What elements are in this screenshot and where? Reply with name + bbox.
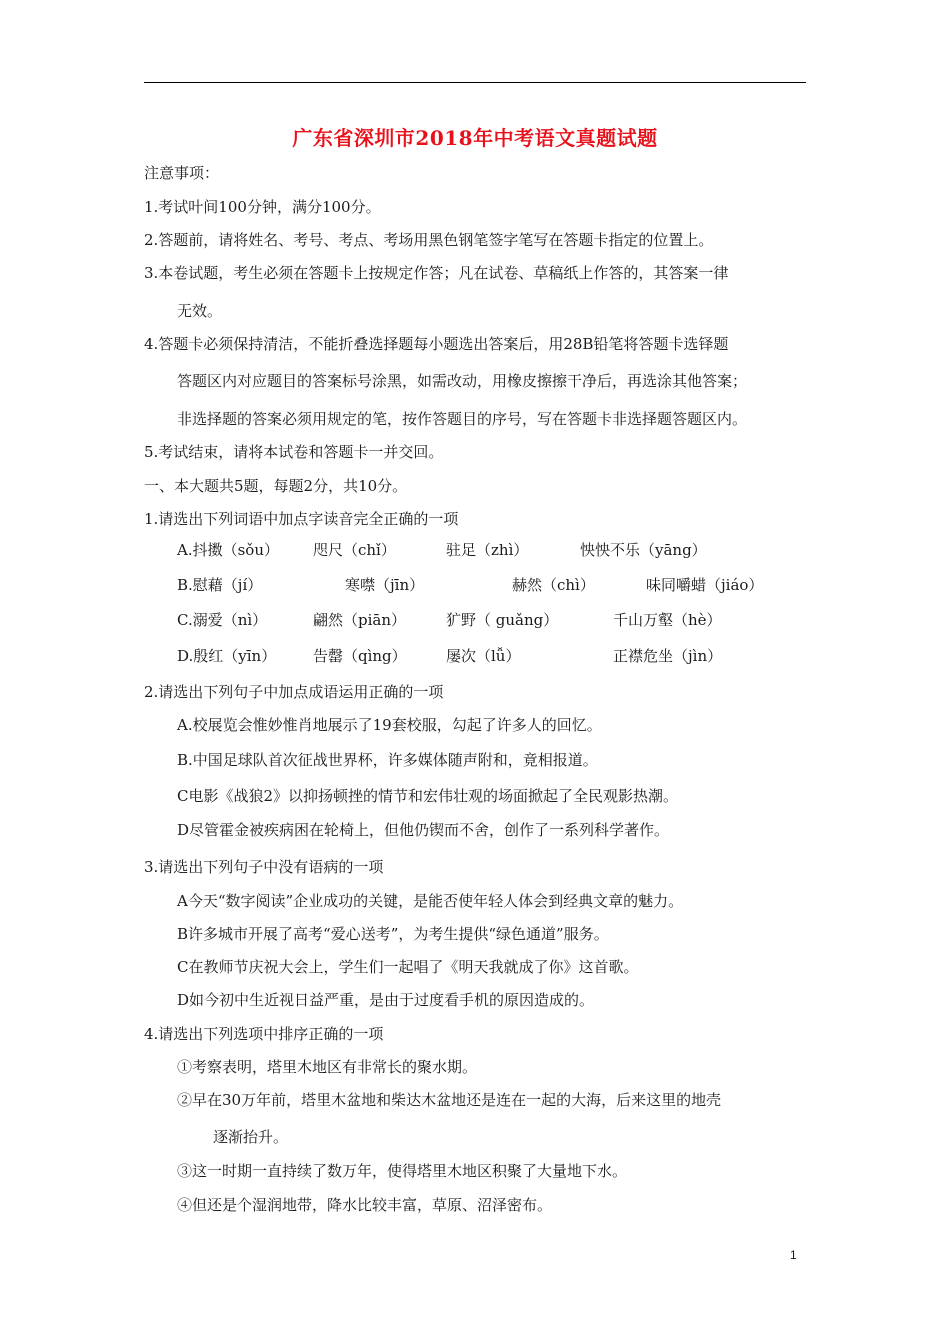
q1-option-item: B.慰藉（jí） bbox=[177, 576, 263, 594]
question-4-stem: 4.请选出下列选项中排序正确的一项 bbox=[144, 1025, 384, 1043]
q1-option-item: 怏怏不乐（yāng） bbox=[580, 541, 707, 559]
q1-option-row bbox=[0, 610, 950, 630]
q3-option: C在教师节庆祝大会上，学生们一起唱了《明天我就成了你》这首歌。 bbox=[177, 958, 639, 976]
q1-option-row bbox=[0, 646, 950, 666]
q1-option-item: 赫然（chì） bbox=[512, 576, 595, 594]
q1-option-item: A.抖擞（sǒu） bbox=[177, 541, 279, 559]
header-rule bbox=[144, 82, 806, 83]
q1-option-item: C.溺爱（nì） bbox=[177, 611, 268, 629]
q1-option-item: 味同嚼蜡（jiáo） bbox=[646, 576, 764, 594]
q3-option: A今天“数字阅读”企业成功的关键，是能否使年轻人体会到经典文章的魅力。 bbox=[177, 892, 684, 910]
q1-option-item: 正襟危坐（jìn） bbox=[613, 647, 723, 665]
q1-option-row bbox=[0, 575, 950, 595]
q1-option-item: 咫尺（chǐ） bbox=[313, 541, 396, 559]
q4-item: ④但还是个湿润地带，降水比较丰富，草原、沼泽密布。 bbox=[177, 1196, 553, 1214]
notice-item: 2.答题前，请将姓名、考号、考点、考场用黑色钢笔签字笔写在答题卡指定的位置上。 bbox=[144, 231, 714, 249]
question-3-stem: 3.请选出下列句子中没有语病的一项 bbox=[144, 858, 384, 876]
q1-option-row bbox=[0, 540, 950, 560]
q4-item: ①考察表明，塔里木地区有非常长的聚水期。 bbox=[177, 1058, 478, 1076]
q1-option-item: 翩然（piān） bbox=[313, 611, 407, 629]
q1-option-item: 犷野（ guǎng） bbox=[446, 611, 559, 629]
q3-option: D如今初中生近视日益严重，是由于过度看手机的原因造成的。 bbox=[177, 991, 595, 1009]
q2-option: B.中国足球队首次征战世界杯，许多媒体随声附和，竟相报道。 bbox=[177, 751, 598, 769]
q1-option-item: D.殷红（yīn） bbox=[177, 647, 277, 665]
q2-option: C电影《战狼2》以抑扬顿挫的情节和宏伟壮观的场面掀起了全民观影热潮。 bbox=[177, 787, 679, 805]
q4-item: ③这一时期一直持续了数万年，使得塔里木地区积聚了大量地下水。 bbox=[177, 1162, 628, 1180]
q4-item: ②早在30万年前，塔里木盆地和柴达木盆地还是连在一起的大海，后来这里的地壳 bbox=[177, 1091, 722, 1109]
question-1-stem: 1.请选出下列词语中加点字读音完全正确的一项 bbox=[144, 510, 459, 528]
notice-item: 1.考试叶间100分钟，满分100分。 bbox=[144, 198, 381, 216]
q1-option-item: 屡次（lǚ） bbox=[446, 647, 521, 665]
q2-option: D尽管霍金被疾病困在轮椅上，但他仍锲而不舍，创作了一系列科学著作。 bbox=[177, 821, 670, 839]
notice-item: 4.答题卡必须保持清洁，不能折叠选择题每小题选出答案后，用28B铅笔将答题卡选铎题 bbox=[144, 335, 729, 353]
notice-heading: 注意事项： bbox=[144, 164, 220, 182]
q2-option: A.校展览会惟妙惟肖地展示了19套校服，勾起了许多人的回忆。 bbox=[177, 716, 602, 734]
page-number: 1 bbox=[790, 1248, 797, 1262]
q1-option-item: 告罄（qìng） bbox=[313, 647, 407, 665]
q4-item: 逐渐抬升。 bbox=[213, 1128, 289, 1146]
notice-item: 5.考试结束，请将本试卷和答题卡一并交回。 bbox=[144, 443, 444, 461]
q1-option-item: 寒噤（jīn） bbox=[345, 576, 425, 594]
question-2-stem: 2.请选出下列句子中加点成语运用正确的一项 bbox=[144, 683, 444, 701]
q1-option-item: 千山万壑（hè） bbox=[613, 611, 722, 629]
page-title: 广东省深圳市2018年中考语文真题试题 bbox=[292, 126, 658, 150]
notice-item: 非选择题的答案必须用规定的笔，按作答题目的序号，写在答题卡非选择题答题区内。 bbox=[177, 410, 748, 428]
q3-option: B许多城市开展了高考“爱心送考”，为考生提供“绿色通道”服务。 bbox=[177, 925, 609, 943]
notice-item: 答题区内对应题目的答案标号涂黑，如需改动，用橡皮擦擦干净后，再选涂其他答案； bbox=[177, 372, 748, 390]
notice-item: 3.本卷试题，考生必须在答题卡上按规定作答；凡在试卷、草稿纸上作答的，其答案一律 bbox=[144, 264, 729, 282]
notice-item: 无效。 bbox=[177, 302, 223, 320]
section-heading: 一、本大题共5题，每题2分，共10分。 bbox=[144, 477, 408, 495]
q1-option-item: 驻足（zhì） bbox=[446, 541, 529, 559]
